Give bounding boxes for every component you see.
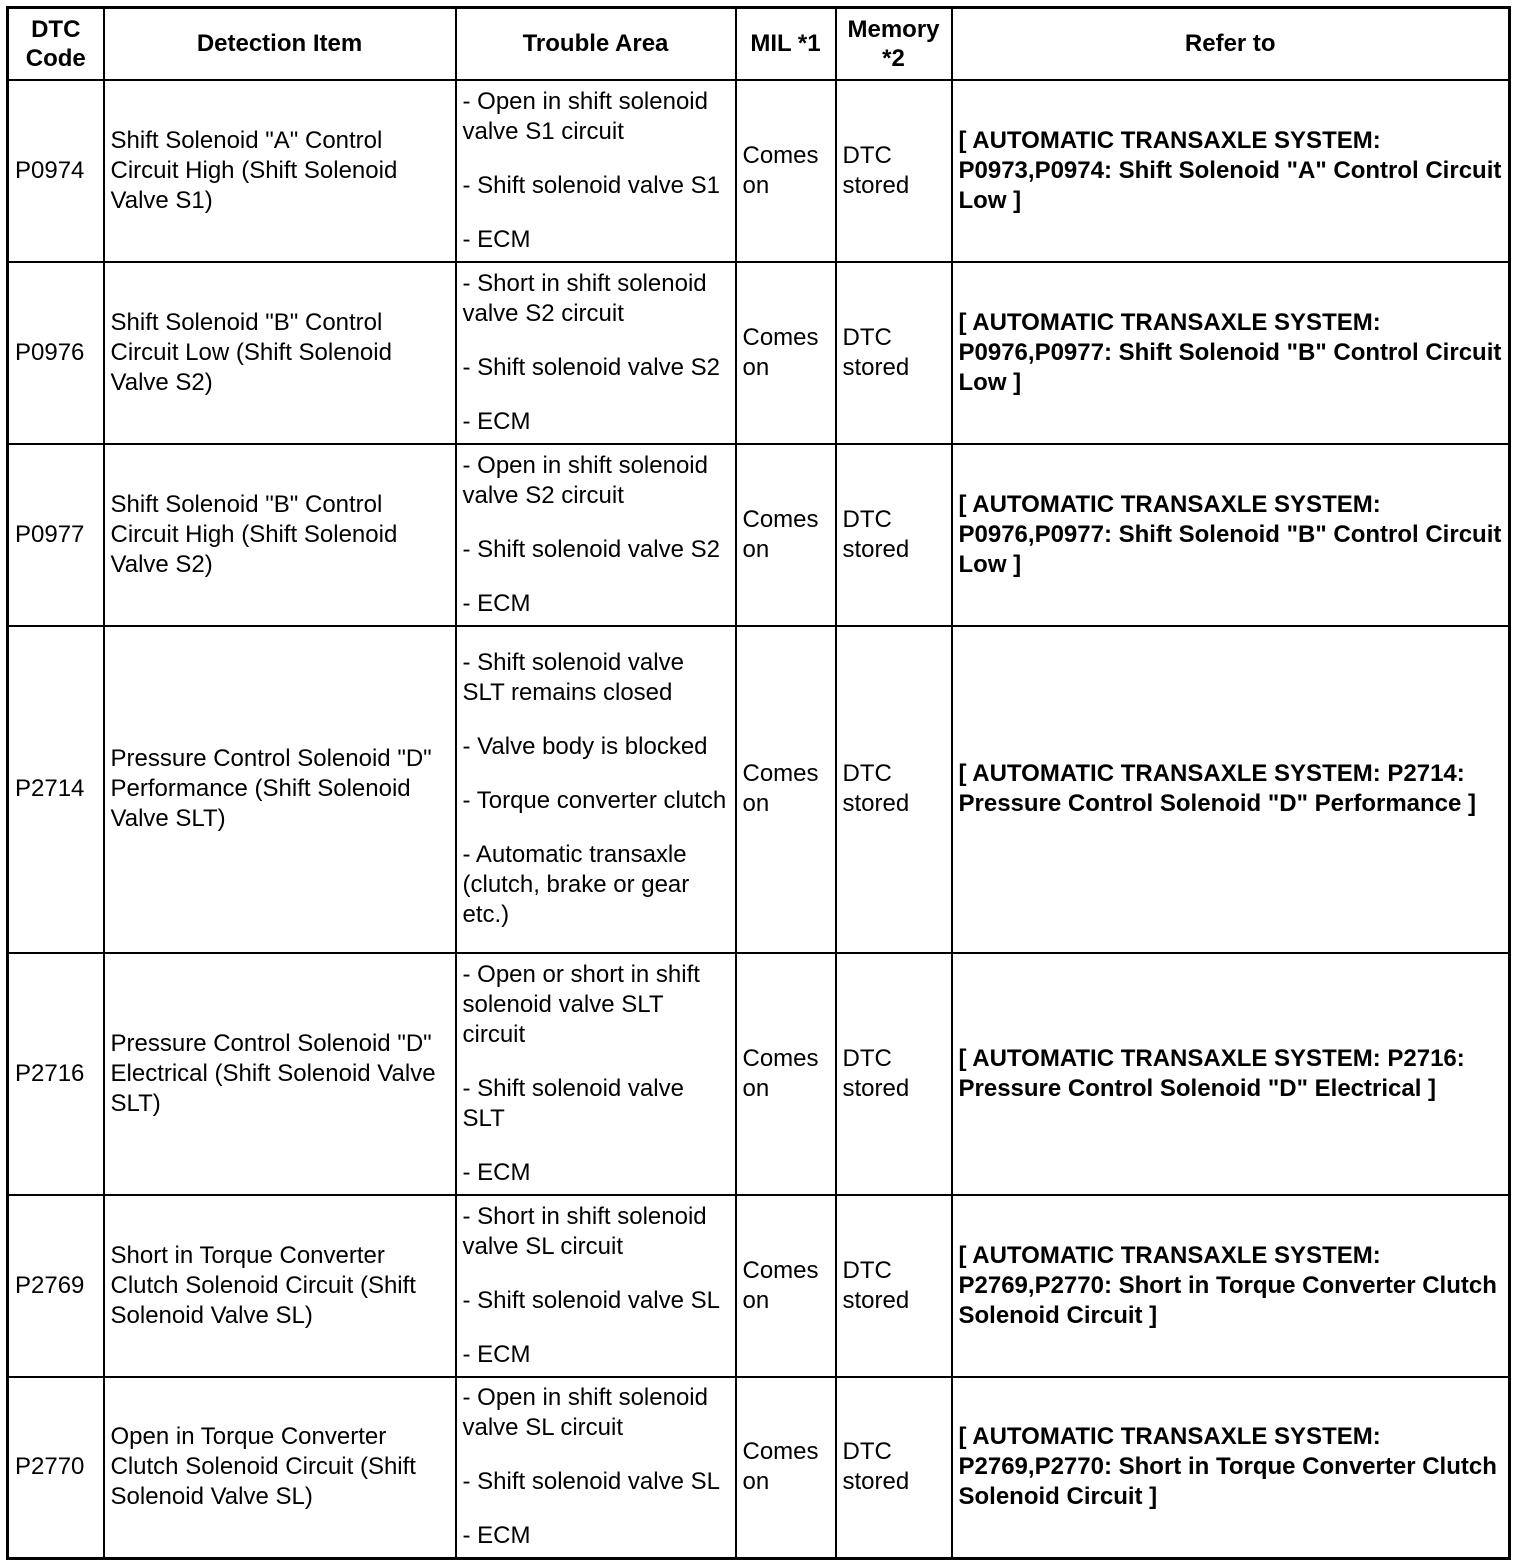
dtc-code-cell: P2769 [8, 1195, 104, 1377]
trouble-area-item: - Open or short in shift solenoid valve SLT circuit [462, 960, 700, 1048]
trouble-area-item: - Open in shift solenoid valve SL circuit [462, 1384, 708, 1442]
dtc-table [6, 6, 1511, 1560]
trouble-area-cell [456, 1195, 736, 1377]
trouble-area-item: - Shift solenoid valve S2 [462, 353, 720, 381]
trouble-area-item: - Open in shift solenoid valve S1 circuit [462, 87, 708, 145]
memory-cell: DTC stored [836, 953, 952, 1195]
memory-cell: DTC stored [836, 80, 952, 262]
dtc-code-cell: P2714 [8, 626, 104, 953]
trouble-area-item: - Shift solenoid valve S2 [462, 535, 720, 563]
detection-item-cell: Shift Solenoid "A" Control Circuit High (Shift Solenoid Valve S1) [104, 80, 456, 262]
dtc-code-cell: P2770 [8, 1377, 104, 1559]
trouble-area-item: - Short in shift solenoid valve SL circuit [462, 1202, 707, 1260]
mil-cell: Comes on [736, 262, 836, 444]
detection-item-cell: Pressure Control Solenoid "D" Performance (Shift Solenoid Valve SLT) [104, 626, 456, 953]
mil-cell: Comes on [736, 1377, 836, 1559]
trouble-area-cell [456, 626, 736, 953]
trouble-area-item: - ECM [462, 1158, 531, 1186]
table-row [8, 80, 1510, 262]
refer-to-link[interactable]: [ AUTOMATIC TRANSAXLE SYSTEM: P2769,P2770: Short in Torque Converter Clutch Solenoid Circuit ] [952, 1377, 1510, 1559]
memory-cell: DTC stored [836, 626, 952, 953]
refer-to-link[interactable]: [ AUTOMATIC TRANSAXLE SYSTEM: P0976,P0977: Shift Solenoid "B" Control Circuit Low ] [952, 444, 1510, 626]
refer-to-link[interactable]: [ AUTOMATIC TRANSAXLE SYSTEM: P2769,P2770: Short in Torque Converter Clutch Solenoid Circuit ] [952, 1195, 1510, 1377]
table-body [8, 80, 1510, 1559]
detection-item-cell: Shift Solenoid "B" Control Circuit Low (Shift Solenoid Valve S2) [104, 262, 456, 444]
trouble-area-cell [456, 80, 736, 262]
table-row [8, 1195, 1510, 1377]
table-row [8, 262, 1510, 444]
table-row [8, 1377, 1510, 1559]
refer-to-link[interactable]: [ AUTOMATIC TRANSAXLE SYSTEM: P2716: Pressure Control Solenoid "D" Electrical ] [952, 953, 1510, 1195]
refer-to-link[interactable]: [ AUTOMATIC TRANSAXLE SYSTEM: P0976,P0977: Shift Solenoid "B" Control Circuit Low ] [952, 262, 1510, 444]
trouble-area-item: - Shift solenoid valve SL [462, 1468, 720, 1496]
trouble-area-item: - Shift solenoid valve SLT [462, 1074, 684, 1132]
refer-to-link[interactable]: [ AUTOMATIC TRANSAXLE SYSTEM: P2714: Pressure Control Solenoid "D" Performance ] [952, 626, 1510, 953]
memory-cell: DTC stored [836, 444, 952, 626]
trouble-area-item: - ECM [462, 225, 531, 253]
trouble-area-item: - Shift solenoid valve SLT remains closed [462, 649, 684, 706]
mil-cell: Comes on [736, 626, 836, 953]
memory-cell: DTC stored [836, 262, 952, 444]
dtc-code-cell: P0976 [8, 262, 104, 444]
trouble-area-cell [456, 1377, 736, 1559]
trouble-area-cell [456, 444, 736, 626]
trouble-area-item: - ECM [462, 1522, 531, 1550]
trouble-area-cell [456, 953, 736, 1195]
trouble-area-item: - ECM [462, 589, 531, 617]
header-row [8, 8, 1510, 80]
trouble-area-item: - Valve body is blocked [462, 733, 708, 760]
dtc-code-cell: P2716 [8, 953, 104, 1195]
header-detection-item: Detection Item [104, 8, 456, 80]
table-row [8, 444, 1510, 626]
trouble-area-item: - Torque converter clutch [462, 787, 727, 814]
mil-cell: Comes on [736, 444, 836, 626]
trouble-area-cell [456, 262, 736, 444]
header-memory: Memory *2 [836, 8, 952, 80]
refer-to-link[interactable]: [ AUTOMATIC TRANSAXLE SYSTEM: P0973,P0974: Shift Solenoid "A" Control Circuit Low ] [952, 80, 1510, 262]
memory-cell: DTC stored [836, 1377, 952, 1559]
mil-cell: Comes on [736, 80, 836, 262]
header-dtc-code: DTC Code [8, 8, 104, 80]
mil-cell: Comes on [736, 953, 836, 1195]
trouble-area-item: - Automatic transaxle (clutch, brake or gear etc.) [462, 841, 690, 928]
trouble-area-item: - Open in shift solenoid valve S2 circuit [462, 451, 708, 509]
detection-item-cell: Open in Torque Converter Clutch Solenoid Circuit (Shift Solenoid Valve SL) [104, 1377, 456, 1559]
header-refer-to: Refer to [952, 8, 1510, 80]
dtc-code-cell: P0977 [8, 444, 104, 626]
mil-cell: Comes on [736, 1195, 836, 1377]
trouble-area-item: - Shift solenoid valve S1 [462, 171, 720, 199]
trouble-area-item: - Shift solenoid valve SL [462, 1286, 720, 1314]
memory-cell: DTC stored [836, 1195, 952, 1377]
detection-item-cell: Pressure Control Solenoid "D" Electrical (Shift Solenoid Valve SLT) [104, 953, 456, 1195]
dtc-code-cell: P0974 [8, 80, 104, 262]
detection-item-cell: Shift Solenoid "B" Control Circuit High (Shift Solenoid Valve S2) [104, 444, 456, 626]
trouble-area-item: - ECM [462, 407, 531, 435]
table-row [8, 626, 1510, 953]
trouble-area-item: - ECM [462, 1340, 531, 1368]
detection-item-cell: Short in Torque Converter Clutch Solenoid Circuit (Shift Solenoid Valve SL) [104, 1195, 456, 1377]
header-trouble-area: Trouble Area [456, 8, 736, 80]
trouble-area-item: - Short in shift solenoid valve S2 circuit [462, 269, 707, 327]
header-mil: MIL *1 [736, 8, 836, 80]
table-row [8, 953, 1510, 1195]
